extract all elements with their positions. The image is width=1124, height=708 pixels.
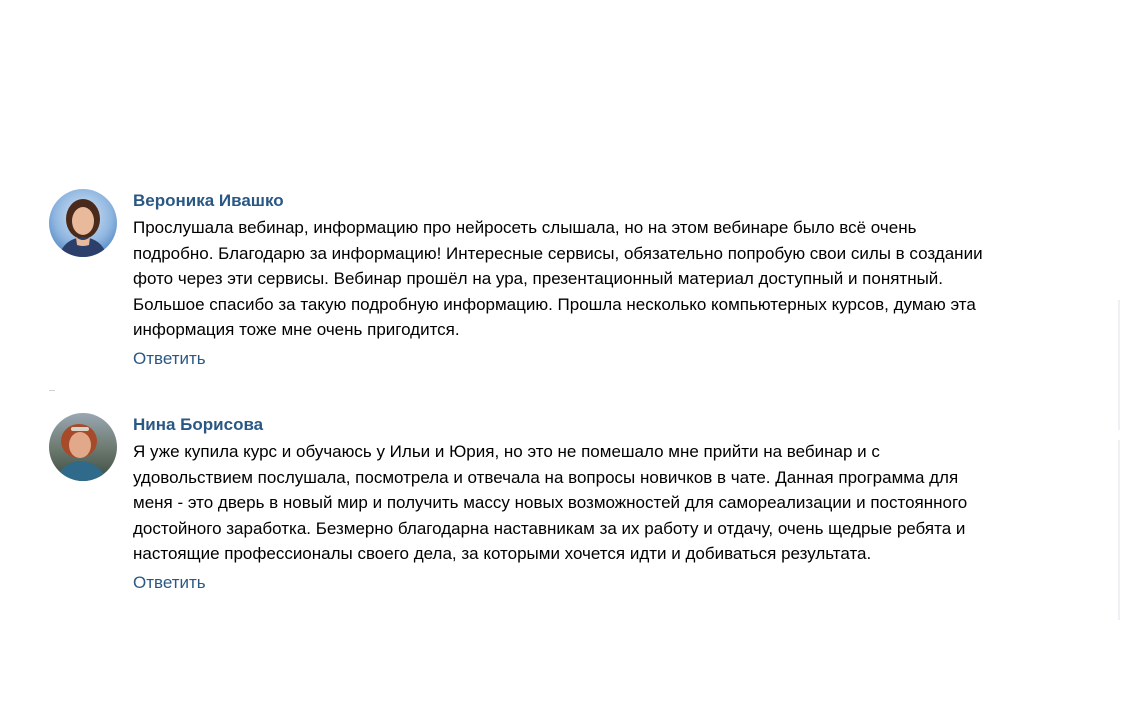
comment-text xyxy=(133,439,1073,567)
user-photo-icon xyxy=(49,413,117,481)
comment-content xyxy=(133,189,1073,371)
user-photo-icon xyxy=(49,189,117,257)
avatar[interactable] xyxy=(49,189,117,257)
comment-text-line: фото через эти сервисы. Вебинар прошёл на ура, презентационный материал доступный и понятный. xyxy=(133,269,944,289)
comment-text-line: подробно. Благодарю за информацию! Интересные сервисы, обязательно попробую свои силы в создании xyxy=(133,243,983,263)
scroll-edge xyxy=(1118,440,1120,620)
avatar[interactable] xyxy=(49,413,117,481)
reply-link[interactable]: Ответить xyxy=(133,572,206,592)
comment-content xyxy=(133,413,1073,595)
comment-text xyxy=(133,215,1073,343)
reply-link[interactable]: Ответить xyxy=(133,348,206,368)
comment-text-line: меня - это дверь в новый мир и получить массу новых возможностей для самореализации и постоянного xyxy=(133,493,968,513)
comment-author[interactable]: Нина Борисова xyxy=(133,415,264,434)
comment-text-line: информация тоже мне очень пригодится. xyxy=(133,320,460,340)
comment-author[interactable]: Вероника Ивашко xyxy=(133,191,284,210)
comment-text-line: удовольствием послушала, посмотрела и отвечала на вопросы новичков в чате. Данная программа для xyxy=(133,467,959,487)
scroll-edge xyxy=(1118,300,1120,430)
comment-text-line: настоящие профессионалы своего дела, за которыми хочется идти и добиваться результата. xyxy=(133,544,872,564)
divider xyxy=(49,390,55,391)
comment-text-line: Я уже купила курс и обучаюсь у Ильи и Юрия, но это не помешало мне прийти на вебинар и с xyxy=(133,442,880,461)
comment-text-line: Прослушала вебинар, информацию про нейросеть слышала, но на этом вебинаре было всё очень xyxy=(133,218,917,237)
comment-text-line: достойного заработка. Безмерно благодарна наставникам за их работу и отдачу, очень щедрые ребята и xyxy=(133,518,966,538)
comment-text-line: Большое спасибо за такую подробную информацию. Прошла несколько компьютерных курсов, думаю эта xyxy=(133,294,976,314)
